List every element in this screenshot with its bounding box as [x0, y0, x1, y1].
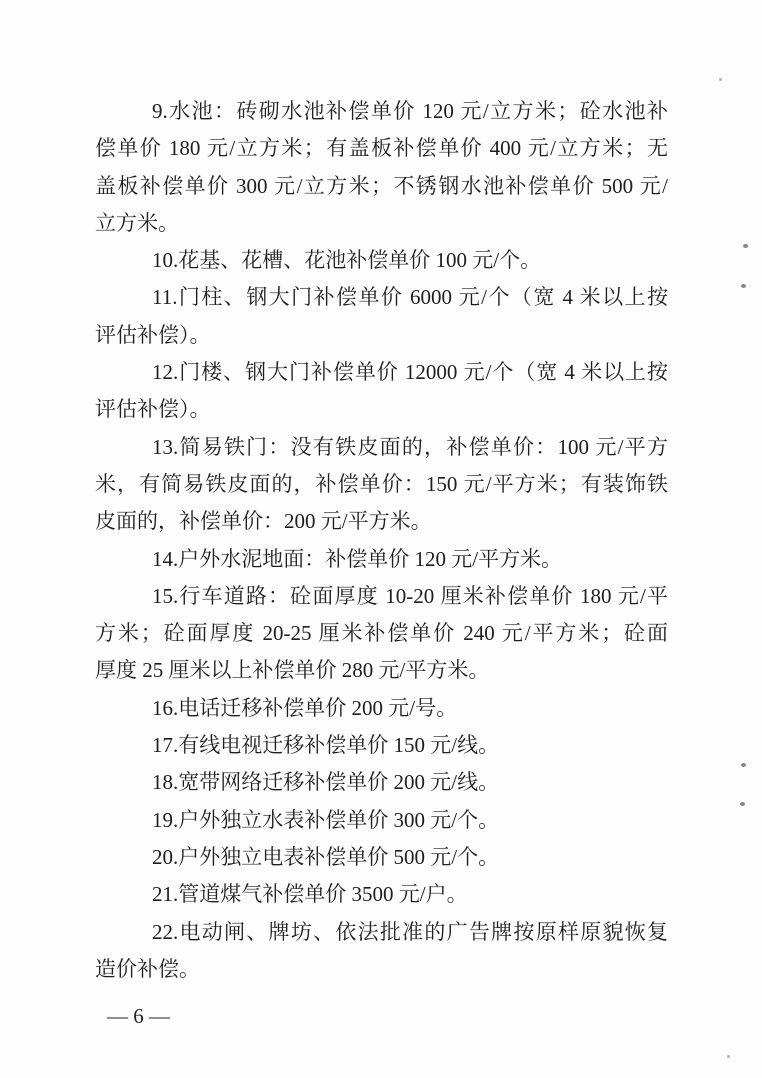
paragraph: [95, 764, 668, 801]
text-line: 11.门柱、钢大门补偿单价 6000 元/个（宽 4 米以上按: [152, 285, 668, 310]
text-line: 16.电话迁移补偿单价 200 元/号。: [152, 695, 458, 720]
paragraph: [95, 242, 668, 279]
text-line: 方米；砼面厚度 20-25 厘米补偿单价 240 元/平方米；砼面: [95, 621, 668, 646]
paragraph-list: [95, 93, 668, 988]
text-line: 厚度 25 厘米以上补偿单价 280 元/平方米。: [95, 658, 490, 683]
text-line: 米，有简易铁皮面的，补偿单价：150 元/平方米；有装饰铁: [95, 471, 668, 496]
paragraph: [95, 876, 668, 913]
text-line: 21.管道煤气补偿单价 3500 元/户。: [152, 882, 468, 907]
text-line: 12.门楼、钢大门补偿单价 12000 元/个（宽 4 米以上按: [152, 360, 668, 385]
paragraph: [95, 839, 668, 876]
scan-speck: [719, 78, 722, 81]
text-line: 9.水池：砖砌水池补偿单价 120 元/立方米；砼水池补: [152, 99, 668, 123]
text-line: 18.宽带网络迁移补偿单价 200 元/线。: [152, 770, 500, 795]
paragraph: [95, 690, 668, 727]
text-line: 立方米。: [95, 210, 179, 235]
scan-speck: [727, 1055, 730, 1058]
paragraph: [95, 429, 668, 541]
paragraph: [95, 578, 668, 690]
paragraph: [95, 727, 668, 764]
text-line: 14.户外水泥地面：补偿单价 120 元/平方米。: [152, 546, 563, 571]
text-line: 15.行车道路：砼面厚度 10-20 厘米补偿单价 180 元/平: [152, 583, 668, 608]
text-line: 评估补偿）。: [95, 397, 211, 422]
text-line: 10.花基、花槽、花池补偿单价 100 元/个。: [152, 248, 542, 273]
text-line: 偿单价 180 元/立方米；有盖板补偿单价 400 元/立方米；无: [95, 136, 668, 161]
text-line: 13.简易铁门：没有铁皮面的，补偿单价：100 元/平方: [152, 434, 668, 459]
text-line: 19.户外独立水表补偿单价 300 元/个。: [152, 807, 500, 832]
scan-speck: [741, 763, 746, 767]
scan-speck: [740, 802, 745, 806]
page-number: — 6 —: [107, 1004, 170, 1028]
text-line: 皮面的，补偿单价：200 元/平方米。: [95, 509, 432, 534]
paragraph: [95, 279, 668, 354]
text-line: 造价补偿。: [95, 956, 200, 981]
paragraph: [95, 93, 668, 242]
scan-speck: [743, 244, 748, 248]
text-line: 22.电动闸、牌坊、依法批准的广告牌按原样原貌恢复: [152, 919, 668, 944]
text-line: 盖板补偿单价 300 元/立方米；不锈钢水池补偿单价 500 元/: [95, 173, 668, 198]
text-line: 17.有线电视迁移补偿单价 150 元/线。: [152, 733, 500, 758]
paragraph: [95, 541, 668, 578]
paragraph: [95, 914, 668, 989]
text-line: 评估补偿）。: [95, 322, 211, 347]
paragraph: [95, 802, 668, 839]
scan-speck: [741, 284, 746, 288]
text-line: 20.户外独立电表补偿单价 500 元/个。: [152, 844, 500, 869]
paragraph: [95, 354, 668, 429]
